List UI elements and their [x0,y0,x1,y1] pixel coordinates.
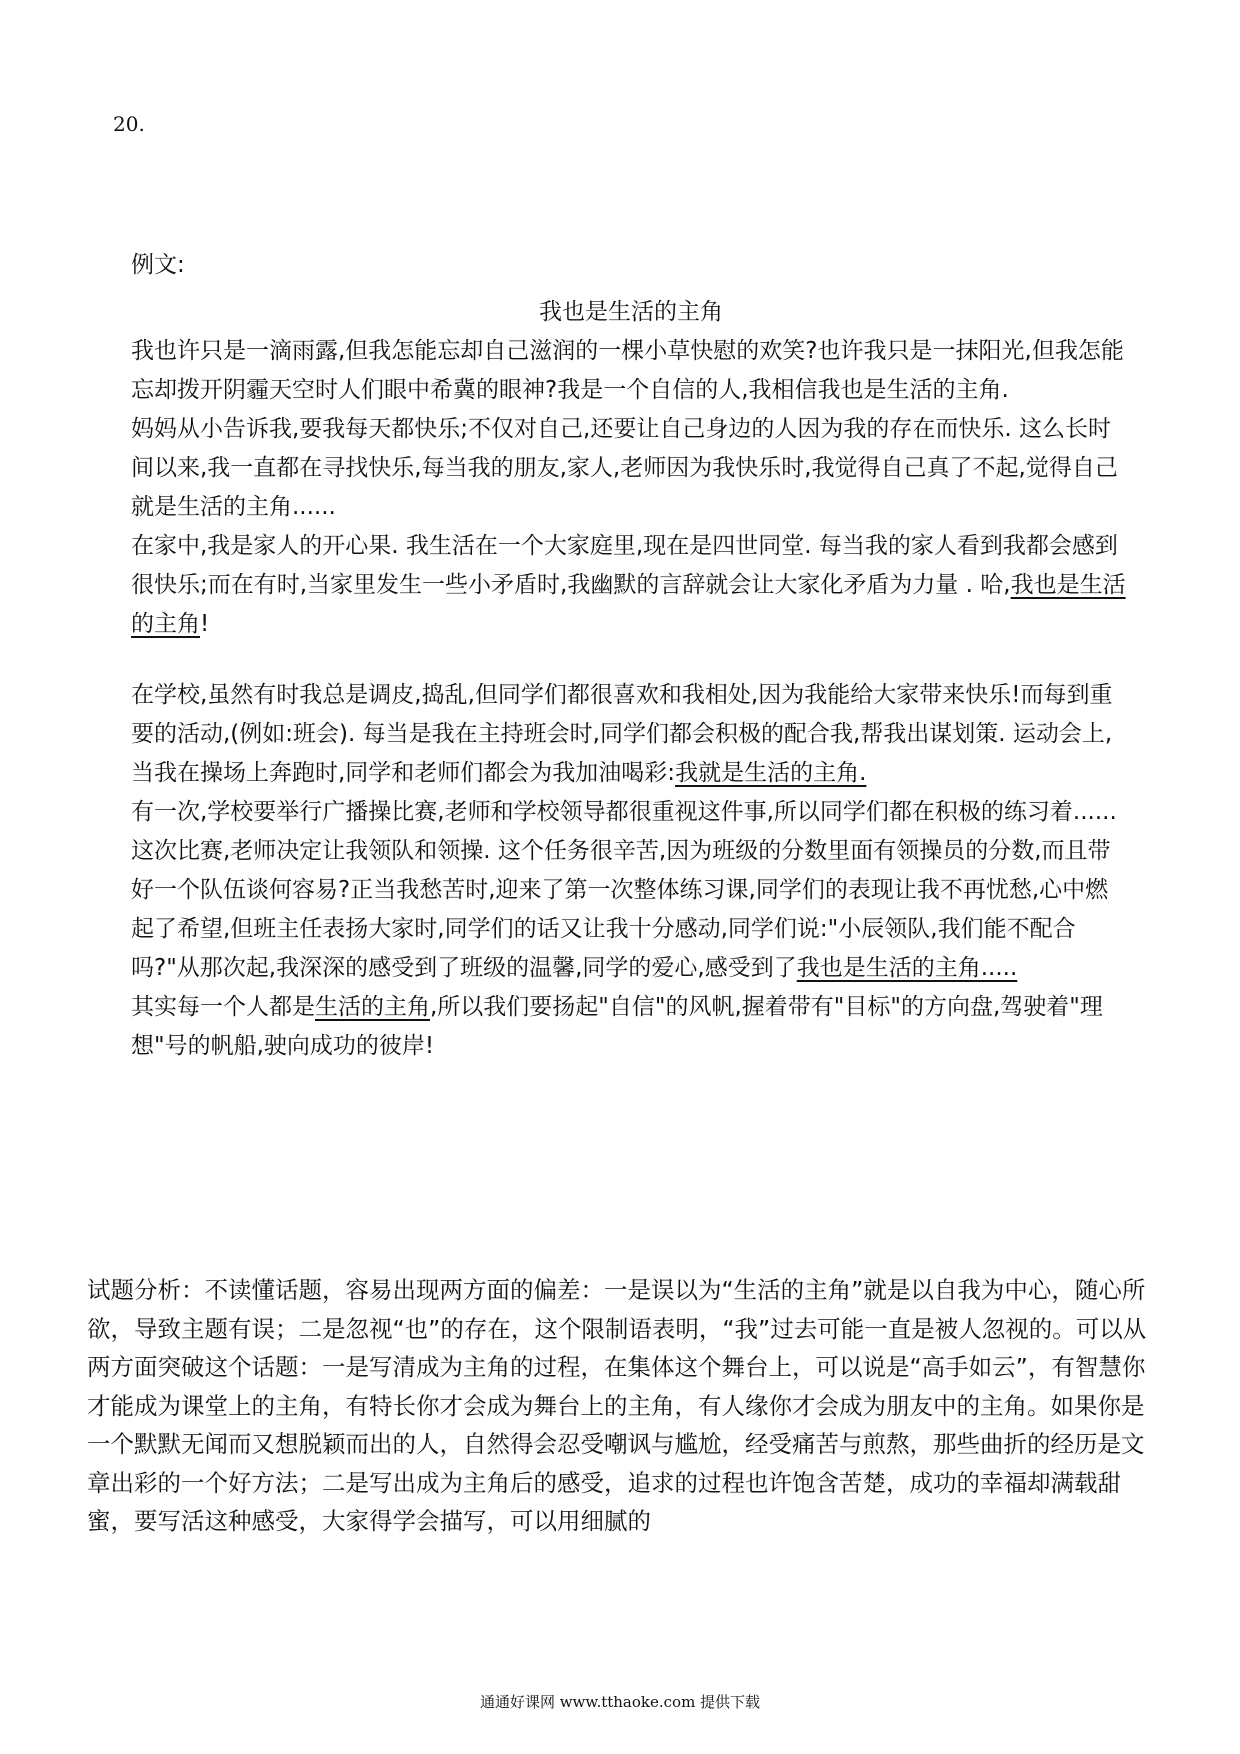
example-label: 例文: [131,252,185,278]
essay-paragraph-4 [131,676,1131,793]
essay-paragraph-2: 妈妈从小告诉我,要我每天都快乐;不仅对自己,还要让自己身边的人因为我的存在而快乐. 这么长时间以来,我一直都在寻找快乐,每当我的朋友,家人,老师因为我快乐时,我觉得自己真了不起,觉得自己就是生活的主角...... [131,416,1118,520]
example-essay [131,246,1131,1066]
essay-paragraph-5 [131,793,1131,988]
underlined-phrase: 生活的主角 [315,994,430,1020]
analysis-text: 试题分析：不读懂话题，容易出现两方面的偏差：一是误以为“生活的主角”就是以自我为中心，随心所欲，导致主题有误；二是忽视“也”的存在，这个限制语表明，“我”过去可能一直是被人忽视的。可以从两方面突破这个话题：一是写清成为主角的过程，在集体这个舞台上，可以说是“高手如云”，有智慧你才能成为课堂上的主角，有特长你才会成为舞台上的主角，有人缘你才会成为朋友中的主角。如果你是一个默默无闻而又想脱颖而出的人，自然得会忍受嘲讽与尴尬，经受痛苦与煎熬，那些曲折的经历是文章出彩的一个好方法；二是写出成为主角后的感受，追求的过程也许饱含苦楚，成功的幸福却满载甜蜜，要写活这种感受，大家得学会描写，可以用细腻的 [87,1276,1147,1535]
page-footer: 通通好课网 www.tthaoke.com 提供下载 [479,1693,761,1711]
paragraph-text: 其实每一个人都是 [131,994,315,1020]
essay-paragraph-3 [131,527,1131,644]
essay-paragraph-6 [131,988,1131,1066]
essay-paragraph-1: 我也许只是一滴雨露,但我怎能忘却自己滋润的一棵小草快慰的欢笑?也许我只是一抹阳光,但我怎能忘却拨开阴霾天空时人们眼中希冀的眼神?我是一个自信的人,我相信我也是生活的主角. [131,338,1124,403]
underlined-phrase: 我也是生活的主角 [131,572,1126,637]
paragraph-text: 在学校,虽然有时我总是调皮,捣乱,但同学们都很喜欢和我相处,因为我能给大家带来快乐!而每到重要的活动,(例如:班会). 每当是我在主持班会时,同学们都会积极的配合我,帮我出谋划策. 运动会上,当我在操场上奔跑时,同学和老师们都会为我加油喝彩: [131,682,1113,786]
paragraph-gap [131,644,1131,676]
paragraph-text-end: ! [200,611,210,637]
essay-title: 我也是生活的主角 [539,299,723,325]
paragraph-text: 在家中,我是家人的开心果. 我生活在一个大家庭里,现在是四世同堂. 每当我的家人看到我都会感到很快乐;而在有时,当家里发生一些小矛盾时,我幽默的言辞就会让大家化矛盾为力量 . 哈, [131,533,1118,598]
paragraph-text: 有一次,学校要举行广播操比赛,老师和学校领导都很重视这件事,所以同学们都在积极的练习着...... 这次比赛,老师决定让我领队和领操. 这个任务很辛苦,因为班级的分数里面有领操员的分数,而且带好一个队伍谈何容易?正当我愁苦时,迎来了第一次整体练习课,同学们的表现让我不再忧愁,心中燃起了希望,但班主任表扬大家时,同学们的话又让我十分感动,同学们说:"小辰领队,我们能不配合吗?"从那次起,我深深的感受到了班级的温馨,同学的爱心,感受到了 [131,799,1117,981]
question-analysis [87,1271,1147,1541]
underlined-phrase: 我也是生活的主角..... [796,955,1018,981]
question-number: 20. [113,112,145,136]
paragraph-text-end: ,所以我们要扬起"自信"的风帆,握着带有"目标"的方向盘,驾驶着"理想"号的帆船,驶向成功的彼岸! [131,994,1103,1059]
underlined-phrase: 我就是生活的主角. [675,760,867,786]
